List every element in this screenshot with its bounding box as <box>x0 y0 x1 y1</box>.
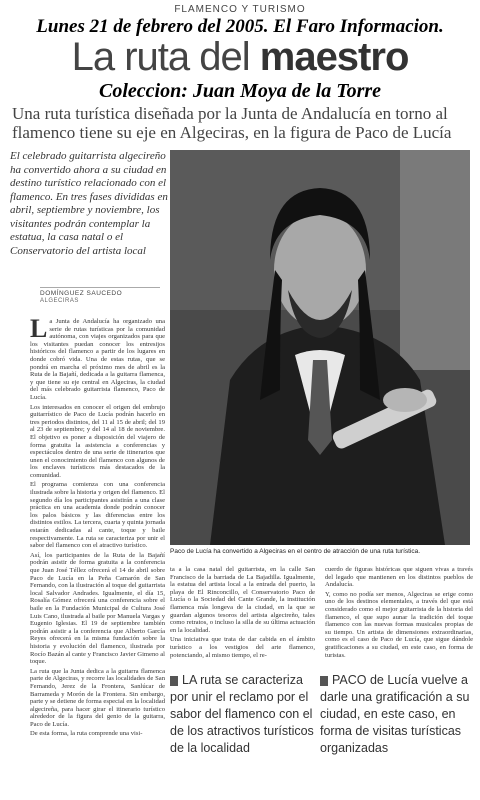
body-column-2 <box>170 566 315 666</box>
byline <box>40 287 160 304</box>
paco-de-lucia-photo <box>170 150 470 545</box>
section-label: FLAMENCO Y TURISMO <box>174 4 306 15</box>
body-column-1 <box>30 318 165 800</box>
byline-place: ALGECIRAS <box>40 298 79 304</box>
headline-bold: maestro <box>259 35 409 79</box>
dropcap: L <box>30 318 48 343</box>
pull-quote-2: PACO de Lucía vuelve a darle una gratificación a su ciudad, en este caso, en forma de visitas turísticas organizadas <box>320 673 470 755</box>
quote-marker-icon <box>320 676 328 686</box>
paragraph: La ruta que la Junta dedica a la guitarra flamenca parte de Algeciras, y recorre las localidades de San Fernando, Jerez de la Frontera, Sanlúcar de Barrameda y Morón de la Frontera. Sin embargo, parte y se detiene de forma especial en la localidad algecireña, para hacer girar el itinerario turístico alrededor de la figura del genio de la guitarra, Paco de Lucía. <box>30 667 165 728</box>
headline-light: La ruta del <box>71 35 260 79</box>
paragraph: El programa comienza con una conferencia ilustrada sobre la historia y origen del flamenco. El segundo día los participantes asistirán a una clase práctica en una academia donde podrán conocer los palos básicos y las diferencias entre los distintos estilos. La tercera, cuarta y quinta jornada estarán dedicadas al cante, toque y baile respectivamente. La ruta se caracteriza por unir el sabor del flamenco con el atractivo turístico. <box>30 481 165 550</box>
portrait-illustration <box>170 150 470 545</box>
collection-line: Coleccion: Juan Moya de la Torre <box>98 80 382 102</box>
intro-text: El celebrado guitarrista algecireño ha convertido ahora a su ciudad en destino turístico relacionado con el flamenco. En tres fases divididas en abril, septiembre y noviembre, los visitantes podrán contemplar la estatua, la casa natal o el Conservatorio del artista local <box>10 150 168 257</box>
body-column-3 <box>325 566 473 666</box>
paragraph: La Junta de Andalucía ha organizado una serie de rutas turísticas por la comunidad autónoma, con viajes organizados para que los visitantes puedan conocer los entresijos históricos del flamenco a partir de los lugares en donde cobró vida. Una de estas rutas, que se pondrá en marcha el próximo mes de abril es la Ruta de la Bajañí, dedicada a la guitarra flamenca, y que tiene su eje central en Algeciras, la ciudad del más celebrado guitarrista flamenco, Paco de Lucía. <box>30 318 165 401</box>
paragraph: Así, los participantes de la Ruta de la Bajañí podrán asistir de forma gratuita a la conferencia que Juan José Téllez ofrecerá el 14 de abril sobre Paco de Lucía en la Peña Camarón de San Fernando, con la ilustración al toque del guitarrista local Salvador Andrades. Igualmente, el día 15, Rosalía Gómez ofrecerá una conferencia sobre el baile en la Fundación Municipal de Cultura José Luis Cano, ilustrada al baile por Manuela Vargas y Eugenio Iglesias. El 19 de septiembre también podrán asistir a la conferencia que Alberto García Reyes ofrecerá en la misma fundación sobre la historia y evolución del flamenco, ilustrada por Rocío Bazán al cante y Francisco Javier Gimeno al toque. <box>30 551 165 666</box>
paragraph: De esta forma, la ruta comprende una visi- <box>30 730 143 738</box>
headline <box>0 35 480 79</box>
paragraph: Y, como no podía ser menos, Algeciras se erige como uno de los destinos elementales, a través del que está considerado como el mejor guitarrista de la historia del flamenco, el que supo aunar la tradición del toque flamenco con las nuevas formas musicales propias de su tiempo. Un artista de dimensiones extraordinarias, como es el caso de Paco de Lucía, que sigue dándole gratificaciones a su ciudad, en este caso, en forma de turistas. <box>325 590 473 659</box>
paragraph: cuerdo de figuras históricas que siguen vivas a través del legado que mantienen en los distintos pueblos de Andalucía. <box>325 566 473 589</box>
date-line: Lunes 21 de febrero del 2005. El Faro Informacion. <box>36 16 444 37</box>
paragraph: Los interesados en conocer el origen del embrujo guitarrístico de Paco de Lucía podrán hacerlo en tres periodos distintos, del 11 al 15 de abril; del 19 al 23 de septiembre; y del 14 al 18 de noviembre. El objetivo es poner a disposición del viajero de forma gratuita la asistencia a conferencias y espectáculos dentro de una serie de itinerarios que unen el conocimiento del flamenco con algunos de los enclaves turísticos más destacados de la comunidad. <box>30 403 165 479</box>
photo-caption: Paco de Lucía ha convertido a Algeciras en el centro de atracción de una ruta turística. <box>170 548 421 555</box>
quote-marker-icon <box>170 676 178 686</box>
subheadline: Una ruta turística diseñada por la Junta de Andalucía en torno al flamenco tiene su eje en Algeciras, en la figura de Paco de Lucía <box>12 104 452 142</box>
byline-author: DOMÍNGUEZ SAUCEDO <box>40 290 123 297</box>
paragraph: Una iniciativa que trata de dar cabida en el ámbito turístico a los vestigios del arte flamenco, potenciando, al mismo tiempo, el re- <box>170 636 315 659</box>
pull-quote-1: LA ruta se caracteriza por unir el reclamo por el sabor del flamenco con el de los atractivos turísticos de la localidad <box>170 673 314 755</box>
paragraph: ta a la casa natal del guitarrista, en la calle San Francisco de la barriada de La Bajadilla. Igualmente, la estatua del artista local a la entrada del puerto, la playa de El Rinconcillo, el Conservatorio Paco de Lucía o la Sociedad del Cante Grande, la institución flamenca más longeva de la ciudad, en la que se guardan algunos tesoros del artista algecireño, tales como retratos, o incluso la silla de su última actuación en la localidad. <box>170 566 315 634</box>
